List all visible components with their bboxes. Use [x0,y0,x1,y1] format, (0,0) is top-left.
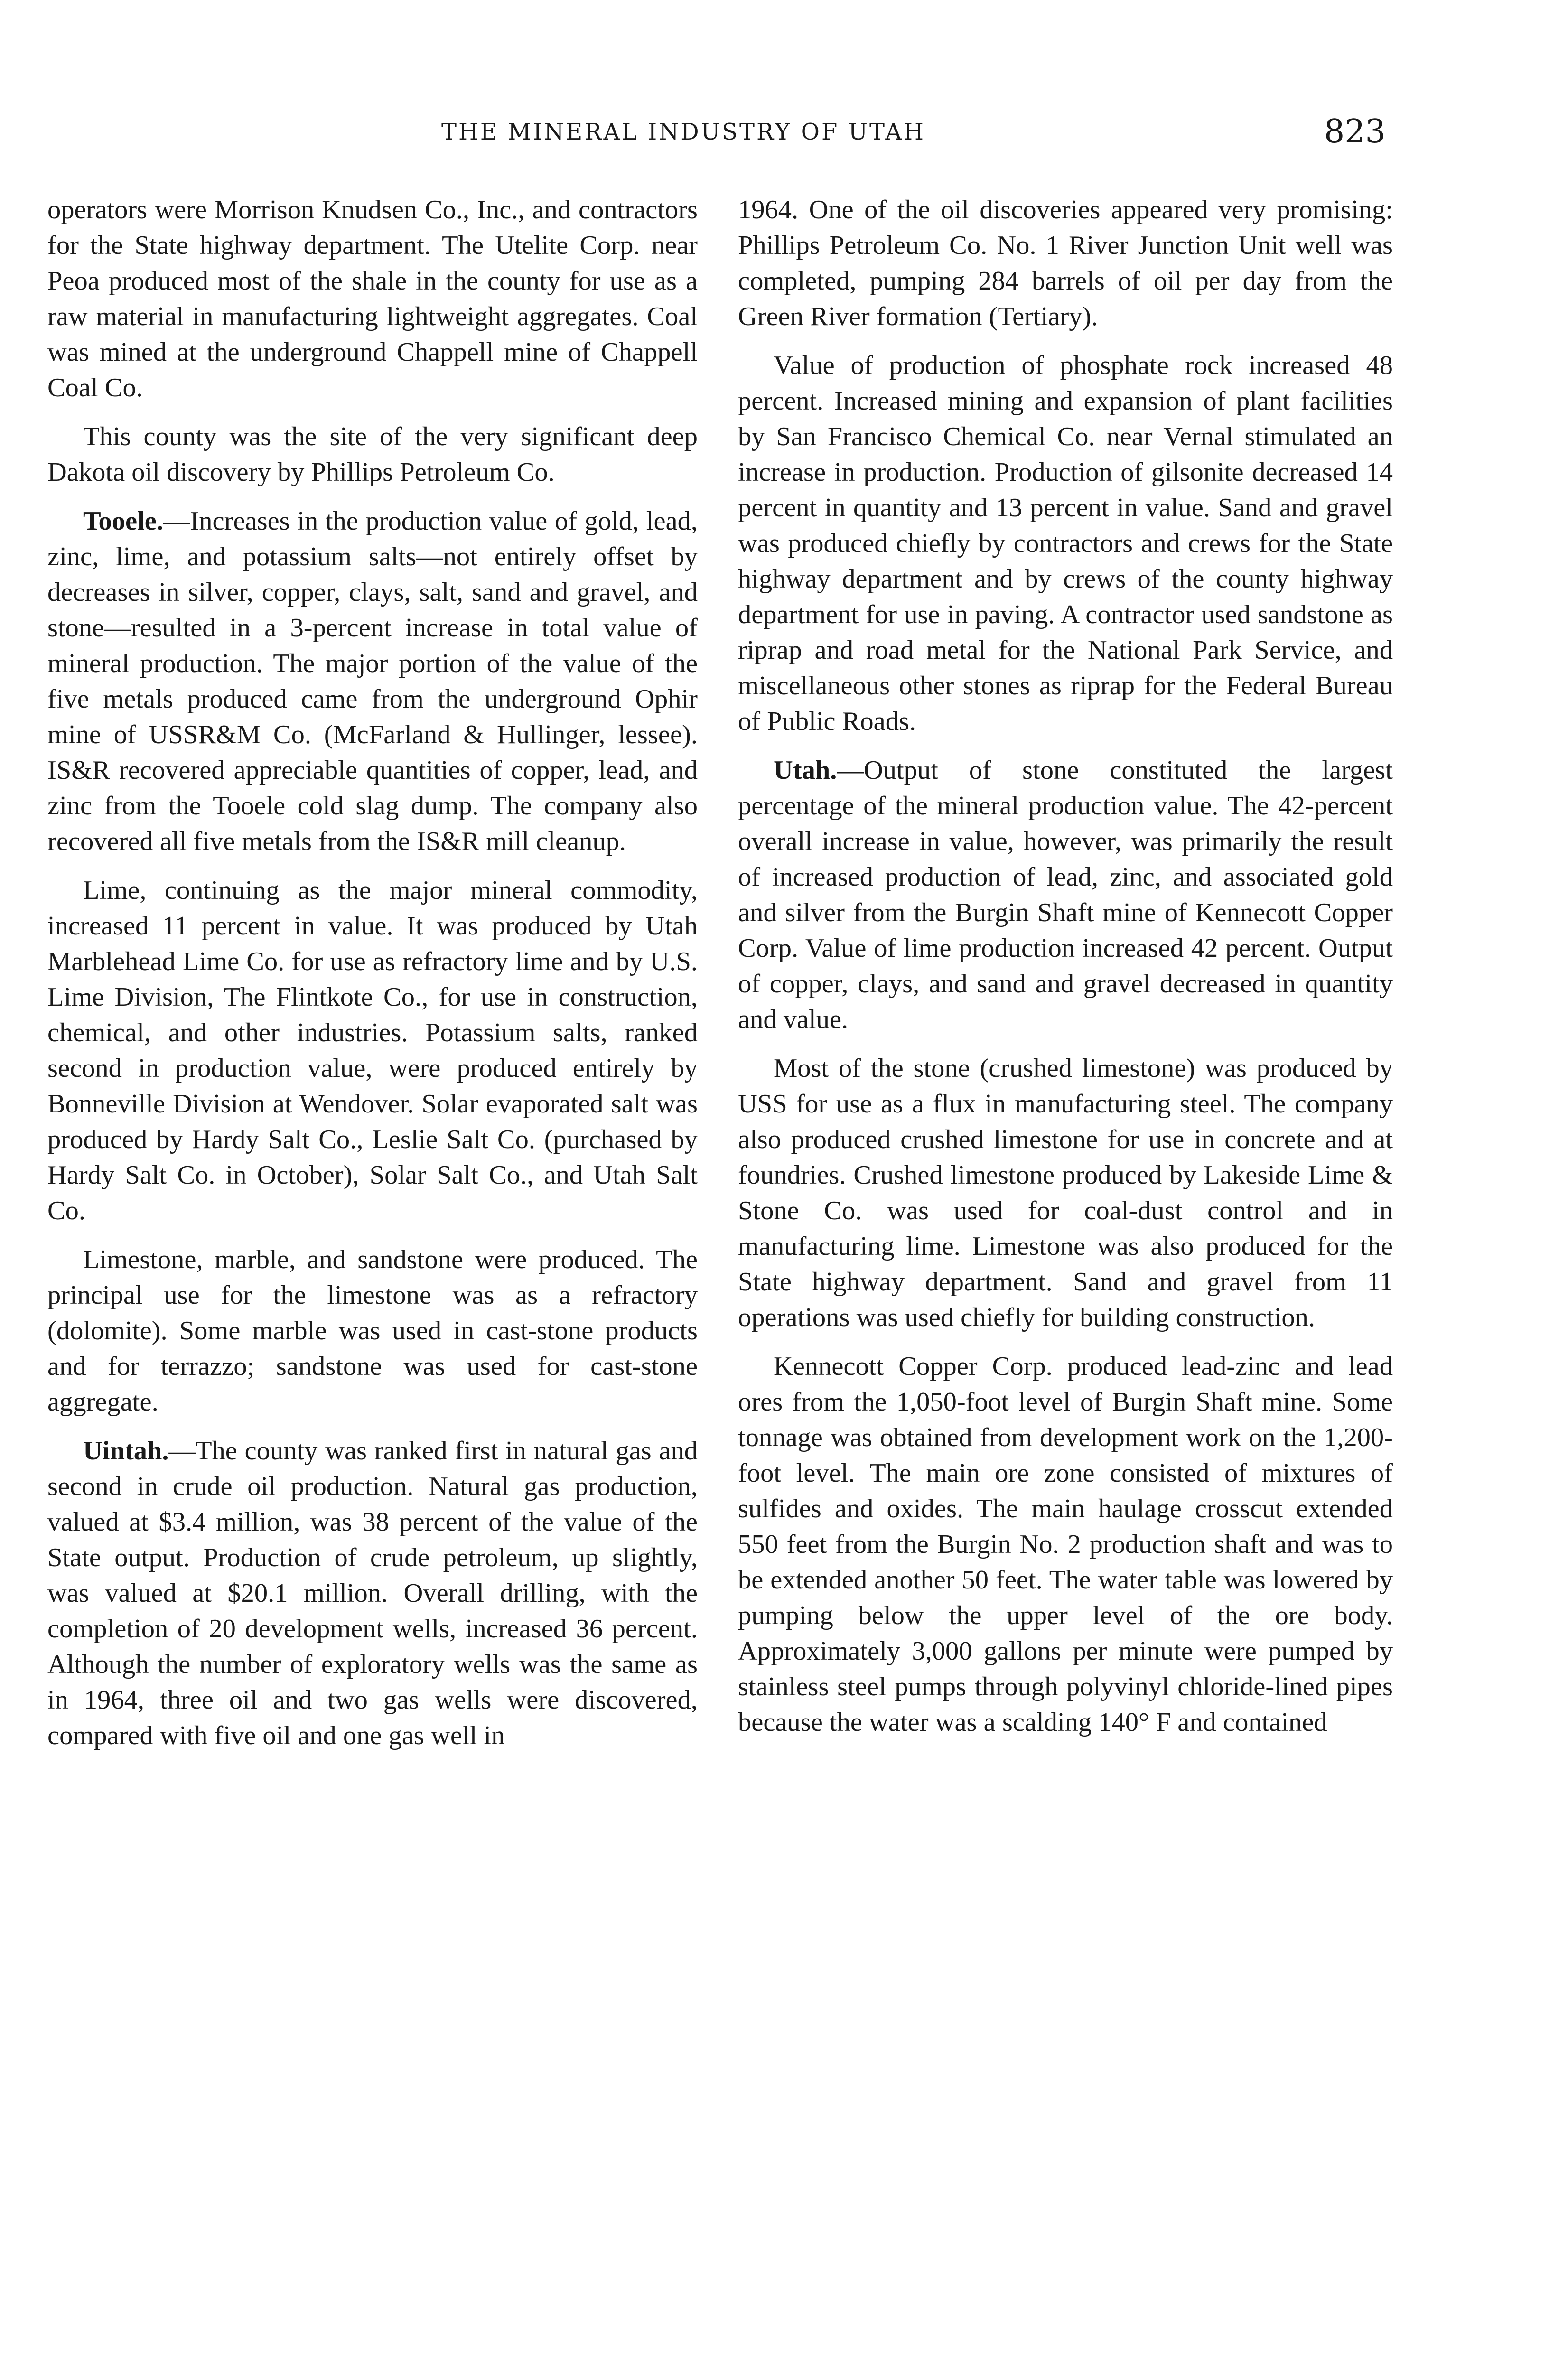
paragraph-text: —Output of stone constituted the largest percentage of the mineral production value. The 42-percent overall increase in value, however, was primarily the result of increased production of lead, zinc, and associated gold and silver from the Burgin Shaft mine of Kennecott Copper Corp. Value of lime production increased 42 percent. Output of copper, clays, and sand and gravel decreased in quantity and value. [738,756,1393,1034]
left-column [47,192,698,1767]
paragraph-text: —The county was ranked first in natural gas and second in crude oil production. Natural gas production, valued at $3.4 million, was 38 percent of the value of the State output. Production of crude petroleum, up slightly, was valued at $20.1 million. Overall drilling, with the completion of 20 development wells, increased 36 percent. Although the number of exploratory wells was the same as in 1964, three oil and two gas wells were discovered, compared with five oil and one gas well in [47,1436,698,1750]
paragraph: Lime, continuing as the major mineral commodity, increased 11 percent in value. It was produced by Utah Marblehead Lime Co. for use as refractory lime and by U.S. Lime Division, The Flintkote Co., for use in construction, chemical, and other industries. Potassium salts, ranked second in production value, were produced entirely by Bonneville Division at Wendover. Solar evaporated salt was produced by Hardy Salt Co., Leslie Salt Co. (purchased by Hardy Salt Co. in October), Solar Salt Co., and Utah Salt Co. [47,876,698,1225]
paragraph-tooele [47,504,698,860]
running-title: THE MINERAL INDUSTRY OF UTAH [441,119,925,145]
paragraph: This county was the site of the very significant deep Dakota oil discovery by Phillips Petroleum Co. [47,422,698,487]
right-column [738,192,1393,1754]
paragraph-uintah [47,1433,698,1754]
paragraph-text: —Increases in the production value of gold, lead, zinc, lime, and potassium salts—not entirely offset by decreases in silver, copper, clays, salt, sand and gravel, and stone—resulted in a 3-percent increase in total value of mineral production. The major portion of the value of the five metals produced came from the underground Ophir mine of USSR&M Co. (McFarland & Hullinger, lessee). IS&R recovered appreciable quantities of copper, lead, and zinc from the Tooele cold slag dump. The company also recovered all five metals from the IS&R mill cleanup. [47,506,698,856]
paragraph-utah [738,753,1393,1037]
paragraph: Value of production of phosphate rock increased 48 percent. Increased mining and expansion of plant facilities by San Francisco Chemical Co. near Vernal stimulated an increase in production. Production of gilsonite decreased 14 percent in quantity and 13 percent in value. Sand and gravel was produced chiefly by contractors and crews for the State highway department and by crews of the county highway department for use in paving. A contractor used sandstone as riprap and road metal for the National Park Service, and miscellaneous other stones as riprap for the Federal Bureau of Public Roads. [738,351,1393,736]
section-heading-uintah: Uintah. [83,1436,169,1466]
page-number: 823 [1324,113,1386,150]
section-heading-utah: Utah. [774,756,837,785]
paragraph: operators were Morrison Knudsen Co., Inc., and contractors for the State highway department. The Utelite Corp. near Peoa produced most of the shale in the county for use as a raw material in manufacturing lightweight aggregates. Coal was mined at the underground Chappell mine of Chappell Coal Co. [47,195,698,402]
page-header [0,113,1568,156]
paragraph: Limestone, marble, and sandstone were produced. The principal use for the limestone was as a refractory (dolomite). Some marble was used in cast-stone products and for terrazzo; sandstone was used for cast-stone aggregate. [47,1245,698,1417]
paragraph: 1964. One of the oil discoveries appeared very promising: Phillips Petroleum Co. No. 1 River Junction Unit well was completed, pumping 284 barrels of oil per day from the Green River formation (Tertiary). [738,195,1393,331]
section-heading-tooele: Tooele. [83,506,163,536]
paragraph: Kennecott Copper Corp. produced lead-zinc and lead ores from the 1,050-foot level of Burgin Shaft mine. Some tonnage was obtained from development work on the 1,200-foot level. The main ore zone consisted of mixtures of sulfides and oxides. The main haulage crosscut extended 550 feet from the Burgin No. 2 production shaft and was to be extended another 50 feet. The water table was lowered by pumping below the upper level of the ore body. Approximately 3,000 gallons per minute were pumped by stainless steel pumps through polyvinyl chloride-lined pipes because the water was a scalding 140° F and contained [738,1352,1393,1737]
paragraph: Most of the stone (crushed limestone) was produced by USS for use as a flux in manufacturing steel. The company also produced crushed limestone for use in concrete and at foundries. Crushed limestone produced by Lakeside Lime & Stone Co. was used for coal-dust control and in manufacturing lime. Limestone was also produced for the State highway department. Sand and gravel from 11 operations was used chiefly for building construction. [738,1054,1393,1332]
